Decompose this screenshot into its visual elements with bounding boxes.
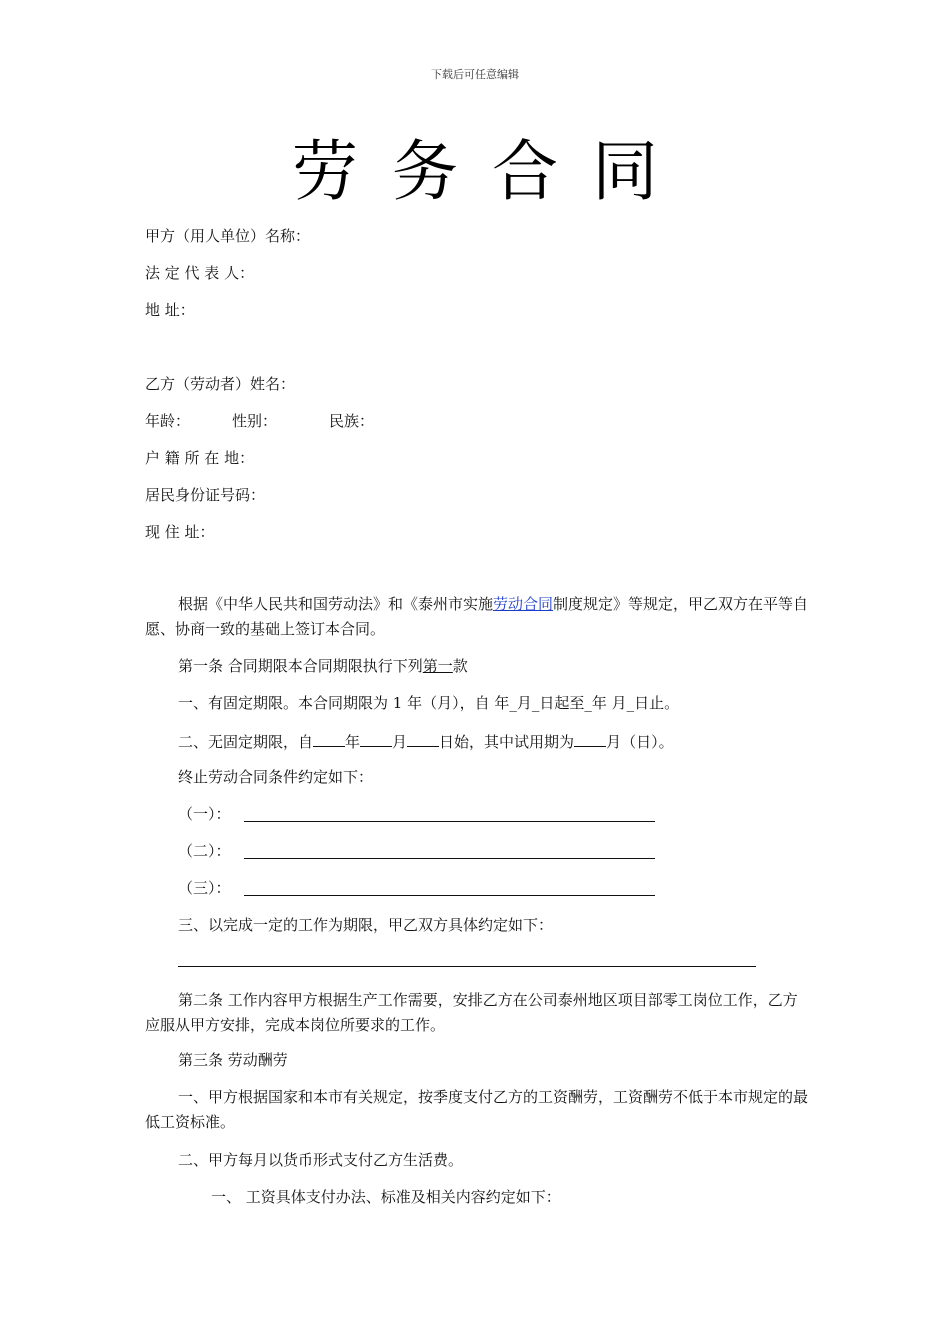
party-a-rep-label: 法 定 代 表 人：: [145, 264, 255, 282]
probation-blank: [574, 730, 606, 747]
party-a-name-label: 甲方（用人单位）名称：: [145, 227, 311, 245]
article-1-heading: [178, 656, 468, 676]
article-3-sub-item-1: 一、 工资具体支付办法、标准及相关内容约定如下：: [211, 1188, 561, 1206]
party-b-gender-label: 性别：: [232, 412, 278, 430]
article-1-item-1: 一、有固定期限。本合同期限为 1 年（月），自 年_月_日起至_年 月_日止。: [178, 694, 680, 712]
article-1-heading-prefix: 第一条 合同期限本合同期限执行下列: [178, 657, 423, 675]
year-blank: [313, 730, 345, 747]
intro-text-end: 制度规定》等规定，甲乙双方在平等自愿、协商一致的基础上签订本合同。: [145, 595, 809, 638]
condition-3-line: [244, 895, 655, 896]
party-b-age-label: 年龄：: [145, 412, 191, 430]
party-b-residence-label: 现 住 址：: [145, 523, 215, 541]
party-b-ethnicity-label: 民族：: [329, 412, 375, 430]
day-blank: [407, 730, 439, 747]
party-a-address-label: 地 址：: [145, 301, 195, 319]
intro-paragraph: [145, 592, 810, 642]
item-2-text-c: 月: [392, 733, 408, 751]
item-2-text-d: 日始，其中试用期为: [439, 733, 575, 751]
header-note: 下载后可任意编辑: [431, 68, 519, 81]
article-3-item-1: 一、甲方根据国家和本市有关规定，按季度支付乙方的工资酬劳，工资酬劳不低于本市规定的最低工资标准。: [145, 1088, 809, 1131]
document-title: 劳务合同: [292, 133, 692, 210]
termination-conditions-label: 终止劳动合同条件约定如下：: [178, 768, 374, 786]
party-b-id-label: 居民身份证号码：: [145, 486, 266, 504]
item-2-text-e: 月（日）。: [606, 733, 674, 751]
labor-contract-link[interactable]: 劳动合同: [493, 595, 554, 613]
condition-2-label: （二）：: [178, 842, 231, 860]
condition-2-line: [244, 858, 655, 859]
condition-1-label: （一）：: [178, 805, 231, 823]
article-1-item-3: 三、以完成一定的工作为期限，甲乙双方具体约定如下：: [178, 916, 554, 934]
condition-3-label: （三）：: [178, 879, 231, 897]
item-3-answer-line: [178, 966, 756, 967]
article-1-heading-underlined: 第一: [422, 657, 453, 675]
intro-text-start: 根据《中华人民共和国劳动法》和《泰州市实施: [178, 595, 494, 613]
party-b-name-label: 乙方（劳动者）姓名：: [145, 375, 296, 393]
item-2-text-b: 年: [345, 733, 361, 751]
article-3-item-2: 二、甲方每月以货币形式支付乙方生活费。: [178, 1151, 464, 1169]
item-2-text-a: 二、无固定期限，自: [178, 733, 314, 751]
article-1-item-2: [178, 730, 674, 752]
party-b-household-label: 户 籍 所 在 地：: [145, 449, 255, 467]
condition-1-line: [244, 821, 655, 822]
article-2-paragraph: 第二条 工作内容甲方根据生产工作需要，安排乙方在公司泰州地区项目部零工岗位工作，乙方应服从甲方安排，完成本岗位所要求的工作。: [145, 991, 798, 1034]
article-3-heading: 第三条 劳动酬劳: [178, 1051, 288, 1069]
month-blank: [360, 730, 392, 747]
article-1-heading-suffix: 款: [452, 657, 468, 675]
